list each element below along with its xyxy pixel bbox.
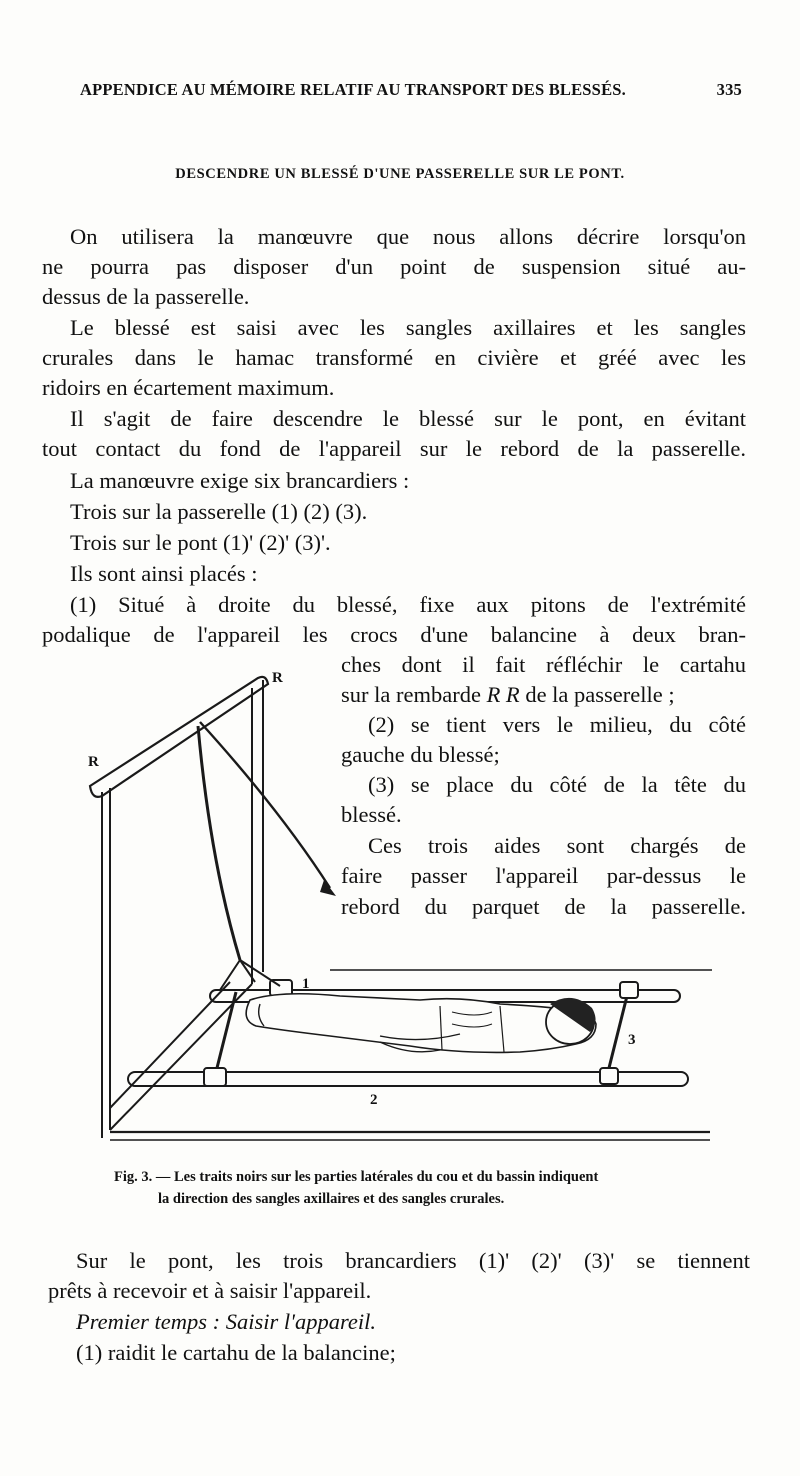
body-line: Sur le pont, les trois brancardiers (1)' (2)' (3)' se tiennent	[76, 1248, 750, 1273]
wrap-line: sur la rembarde R R de la passerelle ;	[341, 682, 675, 707]
cartahu-rope	[200, 722, 330, 888]
figure-caption-line: Fig. 3. — Les traits noirs sur les parties latérales du cou et du bassin indiquent	[114, 1169, 599, 1185]
wrap-line: rebord du parquet de la passerelle.	[341, 894, 746, 919]
body-line: podalique de l'appareil les crocs d'une balancine à deux bran-	[42, 622, 746, 647]
label-r-left: R	[88, 754, 99, 770]
stretcher-figure	[80, 660, 720, 1150]
body-line: dessus de la passerelle.	[42, 284, 250, 309]
wrap-line: (3) se place du côté de la tête du	[368, 772, 746, 797]
running-head	[80, 80, 742, 100]
label-2: 2	[370, 1092, 378, 1108]
body-line: La manœuvre exige six brancardiers :	[70, 468, 410, 493]
running-title: APPENDICE AU MÉMOIRE RELATIF AU TRANSPORT DES BLESSÉS.	[80, 80, 626, 99]
figure-caption-line: la direction des sangles axillaires et des sangles crurales.	[158, 1191, 505, 1207]
wrap-line: Ces trois aides sont chargés de	[368, 833, 746, 858]
body-line: prêts à recevoir et à saisir l'appareil.	[48, 1278, 372, 1303]
page-number: 335	[716, 80, 742, 99]
body-line: Trois sur la passerelle (1) (2) (3).	[70, 499, 368, 524]
section-title: DESCENDRE UN BLESSÉ D'UNE PASSERELLE SUR LE PONT.	[175, 166, 625, 182]
wrap-line: faire passer l'appareil par-dessus le	[341, 863, 746, 888]
body-line: Il s'agit de faire descendre le blessé sur le pont, en évitant	[70, 406, 746, 431]
body-line: (1) raidit le cartahu de la balancine;	[76, 1340, 396, 1365]
body-line: crurales dans le hamac transformé en civière et gréé avec les	[42, 345, 746, 370]
body-line: ridoirs en écartement maximum.	[42, 375, 335, 400]
italic-heading: Premier temps : Saisir l'appareil.	[76, 1309, 376, 1334]
rembarde-rail	[90, 677, 268, 797]
label-1: 1	[302, 976, 310, 992]
wrap-line: blessé.	[341, 802, 402, 827]
body-line: Trois sur le pont (1)' (2)' (3)'.	[70, 530, 331, 555]
rope-arrowhead	[320, 880, 336, 896]
body-line: ne pourra pas disposer d'un point de suspension situé au-	[42, 254, 746, 279]
wrap-line: gauche du blessé;	[341, 742, 500, 767]
body-line: (1) Situé à droite du blessé, fixe aux pitons de l'extrémité	[70, 592, 746, 617]
body-line: Le blessé est saisi avec les sangles axillaires et les sangles	[70, 315, 746, 340]
wrap-line: ches dont il fait réfléchir le cartahu	[341, 652, 746, 677]
label-r-top: R	[272, 670, 283, 686]
label-3: 3	[628, 1032, 636, 1048]
body-line: tout contact du fond de l'appareil sur le rebord de la passerelle.	[42, 436, 746, 461]
body-line: On utilisera la manœuvre que nous allons décrire lorsqu'on	[70, 224, 746, 249]
body-line: Ils sont ainsi placés :	[70, 561, 258, 586]
wrap-line: (2) se tient vers le milieu, du côté	[368, 712, 746, 737]
